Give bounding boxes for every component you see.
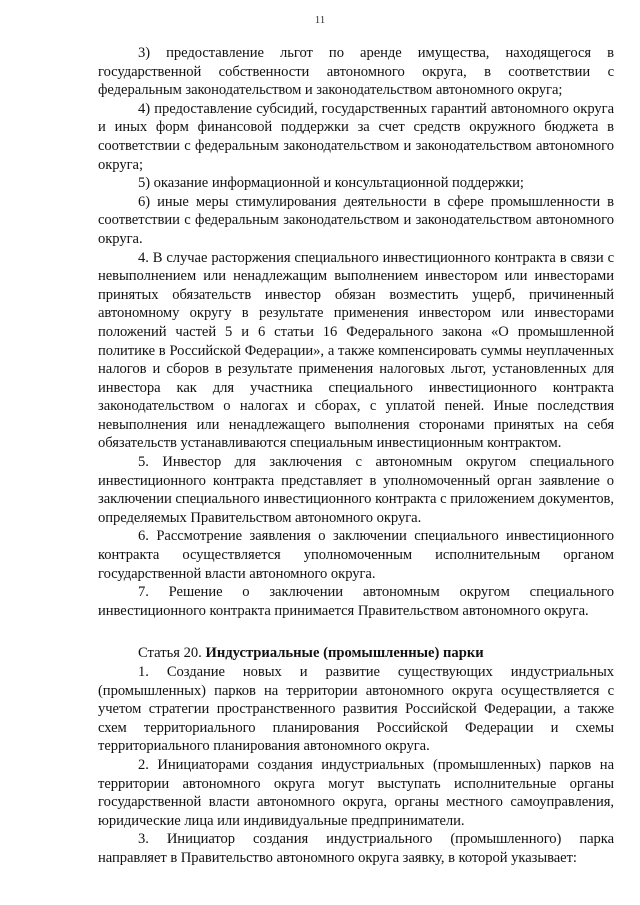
paragraph-point-5-application: 5. Инвестор для заключения с автономным округом специального инвестиционного контракта представляет в уполномоченный орган заявление о заключении специального инвестиционного контракта с приложением документов, определяемых Правительством автономного округа. [98, 454, 614, 526]
article-heading [98, 644, 614, 663]
paragraph-point-7-decision: 7. Решение о заключении автономным округом специального инвестиционного контракта принимается Правительством автономного округа. [98, 584, 614, 619]
paragraph-article20-point-3: 3. Инициатор создания индустриального (промышленного) парка направляет в Правительство автономного округа заявку, в которой указывает: [98, 831, 614, 866]
paragraph-point-4-termination: 4. В случае расторжения специального инвестиционного контракта в связи с невыполнением или ненадлежащим выполнением инвестором или инвесторами принятых обязательств инвестор обязан возместить ущерб, причиненный автономному округу в результате применения инвестором или инвесторами положений частей 5 и 6 статьи 16 Федерального закона «О промышленной политике в Российской Федерации», а также компенсировать суммы неуплаченных налогов и сборов в результате применения налоговых льгот, установленных для инвестора как для участника специального инвестиционного контракта законодательством о налогах и сборах, с уплатой пеней. Иные последствия невыполнения или ненадлежащего выполнения сторонами принятых на себя обязательств устанавливаются специальным инвестиционным контрактом. [98, 249, 614, 452]
document-body [98, 44, 614, 868]
paragraph-article20-point-2: 2. Инициаторами создания индустриальных (промышленных) парков на территории автономного округа могут выступать исполнительные органы государственной власти автономного округа, органы местного самоуправления, юридические лица или индивидуальные предприниматели. [98, 756, 614, 829]
paragraph-item-3-lease-benefits: 3) предоставление льгот по аренде имущества, находящегося в государственной собственности автономного округа, в соответствии с федеральным законодательством и законодательством автономного округа; [98, 45, 614, 99]
paragraph-point-6-review: 6. Рассмотрение заявления о заключении специального инвестиционного контракта осуществляется уполномоченным исполнительным органом государственной власти автономного округа. [98, 528, 614, 582]
article-number: Статья 20. [138, 645, 206, 662]
paragraph-item-6-other-measures: 6) иные меры стимулирования деятельности в сфере промышленности в соответствии с федеральным законодательством и законодательством автономного округа. [98, 193, 614, 247]
section-spacer [98, 620, 614, 644]
paragraph-item-4-subsidies: 4) предоставление субсидий, государственных гарантий автономного округа и иных форм финансовой поддержки за счет средств окружного бюджета в соответствии с федеральным законодательством и законодательством автономного округа; [98, 100, 614, 173]
page-number: 11 [314, 14, 326, 26]
paragraph-item-5-info-support: 5) оказание информационной и консультационной поддержки; [138, 175, 524, 192]
article-title: Индустриальные (промышленные) парки [205, 645, 484, 662]
paragraph-article20-point-1: 1. Создание новых и развитие существующих индустриальных (промышленных) парков на территории автономного округа осуществляется с учетом стратегии пространственного развития Российской Федерации, а также схем территориального планирования Российской Федерации и схемы территориального планирования автономного округа. [98, 664, 614, 755]
